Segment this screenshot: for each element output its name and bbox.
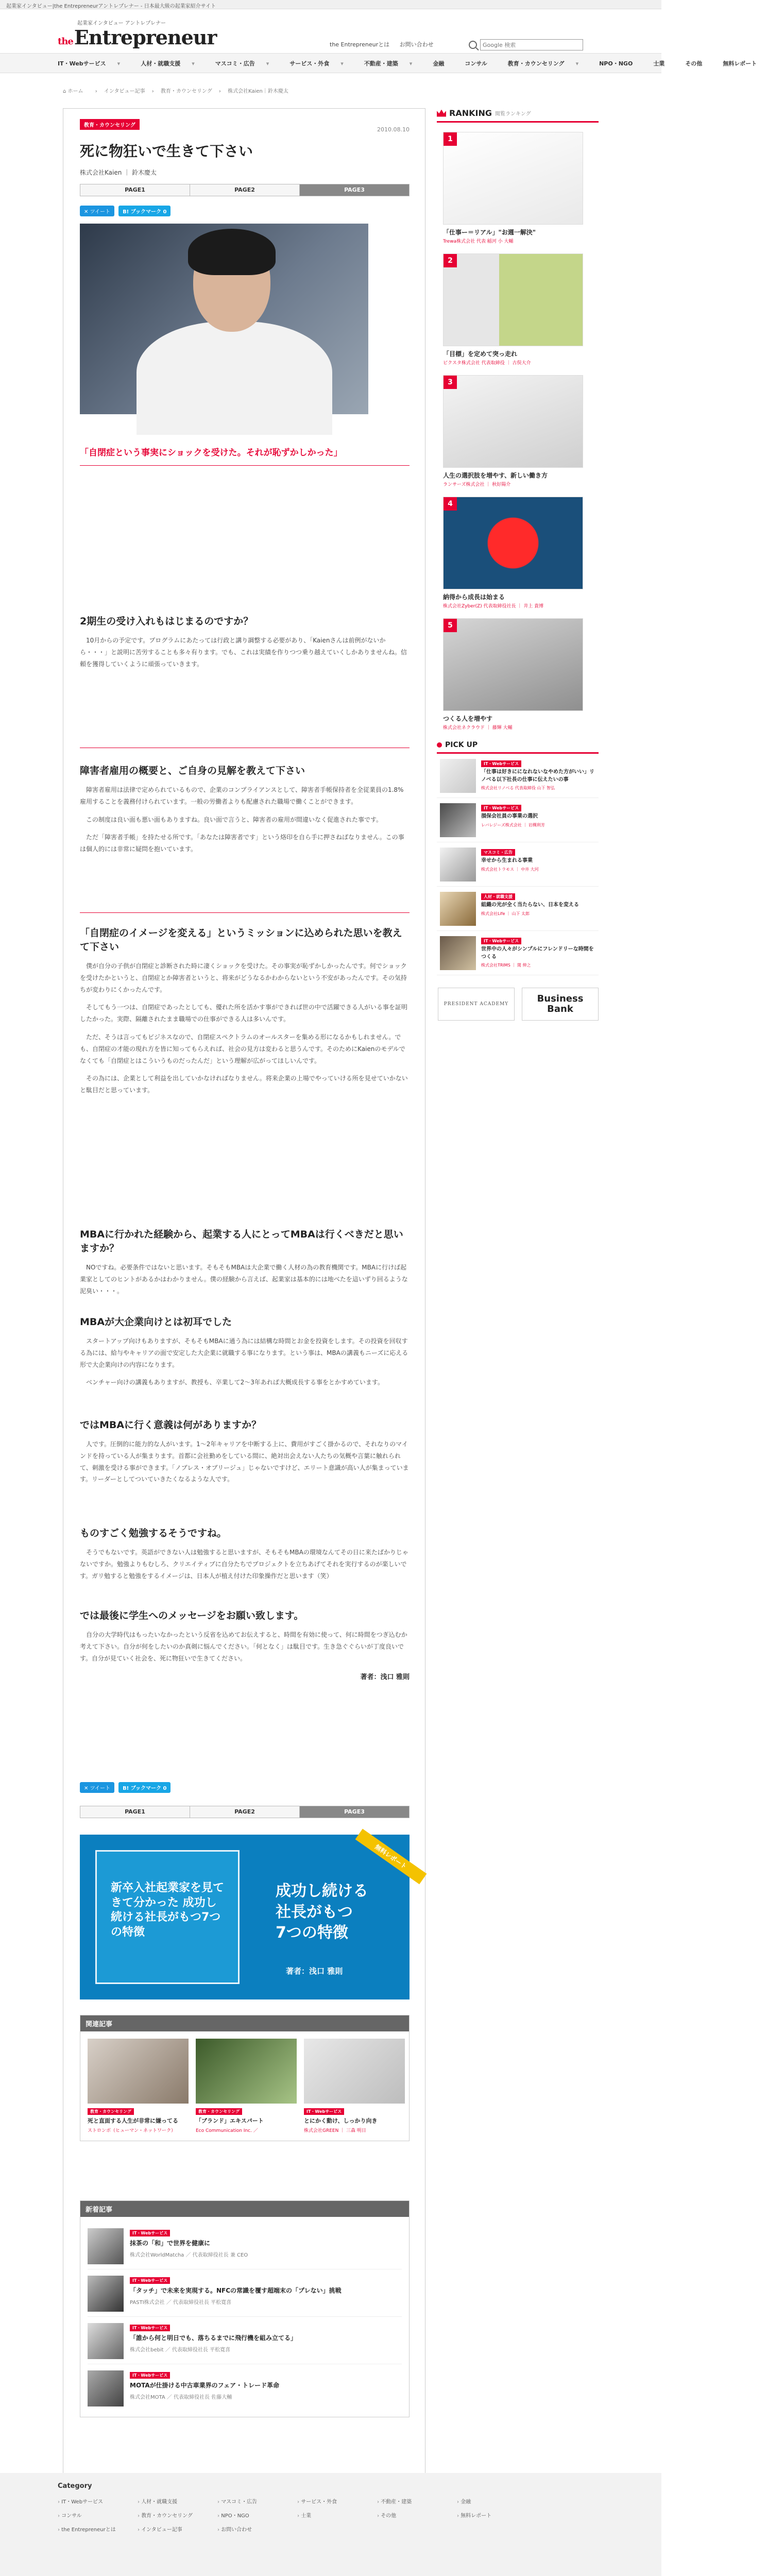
ranking-item[interactable] — [443, 497, 583, 609]
qa-section-4 — [80, 1227, 410, 1303]
president-academy-ad[interactable]: PRESIDENT ACADEMY — [438, 988, 515, 1021]
main-nav — [0, 54, 757, 73]
search-input[interactable] — [480, 39, 583, 50]
sidebar — [437, 108, 599, 1021]
tweet-button[interactable]: ✕ ツイート — [80, 1782, 114, 1793]
answer-paragraph: そうでもないです。英語ができない人は勉強すると思いますが、そもそもMBAの環境なんてその日に来たばかりじゃないですか。勉強よりもむしろ、クリエイティブに自分たちでプロジェクトを立ちあげてそれを実行するのが楽しいです。ガリ勉すると勉強をするイメージは、日本人が植え付けた印象操作だと思います（笑） — [80, 1549, 408, 1580]
footer-category-link[interactable]: › マスコミ・広告 — [217, 2497, 297, 2505]
qa-section-1 — [80, 614, 410, 676]
ranking-item[interactable] — [443, 253, 583, 366]
pickup-company: 株式会社TRIMS ｜ 関 伸之 — [481, 963, 531, 968]
news-item[interactable] — [88, 2269, 402, 2317]
news-thumbnail — [88, 2228, 124, 2264]
ranking-thumbnail — [443, 132, 583, 225]
breadcrumb-sep: › — [95, 89, 97, 94]
news-item[interactable] — [88, 2364, 402, 2412]
sidebar-ads — [438, 988, 599, 1021]
related-tag: 教育・カウンセリング — [88, 2108, 134, 2115]
related-tag: IT・Webサービス — [304, 2108, 344, 2115]
ranking-header — [437, 108, 599, 123]
pager-bottom — [80, 1799, 410, 1818]
question-heading: MBAに行かれた経験から、起業する人にとってMBAは行くべきだと思いますか？ — [80, 1229, 403, 1254]
answer-paragraph: スタートアップ向けもありますが、そもそもMBAに通う為には結構な時間とお金を投資をします。その投資を回収する為には、給与やキャリアの面で安定した大企業に就職する事になります。という事は、MBAの講義もニーズに応える形で大企業向けの内容になります。 — [80, 1337, 408, 1368]
related-tag: 教育・カウンセリング — [196, 2108, 242, 2115]
rank-number: 3 — [444, 376, 457, 389]
footer-category-link[interactable]: › NPO・NGO — [217, 2511, 297, 2519]
pickup-item[interactable] — [437, 754, 599, 798]
pickup-thumbnail — [440, 803, 476, 837]
pickup-thumbnail — [440, 936, 476, 970]
ranking-company: 株式会社Zyber(Z) 代表取締役社長 ｜ 井上 貴博 — [443, 604, 544, 609]
ranking-item[interactable] — [443, 132, 583, 244]
qa-section-2 — [80, 763, 410, 861]
ranking-item[interactable] — [443, 618, 583, 731]
ranking-thumbnail — [443, 375, 583, 468]
pickup-tag: マスコミ・広告 — [481, 849, 515, 856]
related-item[interactable] — [88, 2039, 189, 2133]
nav-item-service[interactable]: サービス・外食 ▾ — [289, 60, 344, 67]
qa-section-8 — [80, 1608, 410, 1681]
related-thumbnail — [88, 2039, 189, 2104]
free-report-ribbon: 無料レポート — [355, 1829, 427, 1885]
news-company: PASTI株式会社 ／ 代表取締役社長 平松寛喜 — [130, 2300, 232, 2306]
share-buttons-top — [80, 206, 410, 216]
nav-item-other[interactable]: その他 — [685, 60, 703, 67]
footer-categories — [0, 2473, 661, 2576]
footer-link[interactable]: › the Entrepreneurとは — [58, 2525, 138, 2533]
pickup-item[interactable] — [437, 798, 599, 842]
report-banner[interactable] — [80, 1835, 410, 1999]
rank-number: 5 — [444, 619, 457, 632]
answer-paragraph: この制度は良い面も悪い面もありますね。良い面で言うと、障害者の雇用が間違いなく促進された事です。 — [80, 816, 383, 823]
site-logo[interactable] — [58, 19, 216, 53]
breadcrumb-sep: › — [151, 89, 154, 94]
ranking-title: 人生の選択肢を増やす、新しい働き方 — [443, 472, 548, 479]
page-2-link[interactable]: PAGE2 — [190, 184, 300, 196]
qa-section-3 — [80, 925, 410, 1103]
pickup-header — [437, 741, 599, 754]
qa-section-7 — [80, 1526, 410, 1588]
nav-item-media[interactable]: マスコミ・広告 ▾ — [215, 60, 269, 67]
related-thumbnail — [304, 2039, 405, 2104]
category-badge[interactable]: 教育・カウンセリング — [80, 119, 140, 130]
answer-paragraph: ただ、そうは言ってもビジネスなので、自閉症スペクトラムのオールスターを集める形になるかもしれません。でも、自閉症の才能の現れ方を皆に知ってもらえれば、社会の見方は変わると思うんです。そのためにKaienのモデルでなくても「自閉症とはこういうものだったんだ」という理解が広がってほしいんです。 — [80, 1033, 405, 1064]
page-2-link[interactable]: PAGE2 — [190, 1806, 300, 1818]
logo-text: theEntrepreneur — [58, 26, 217, 49]
nav-item-jinzai[interactable]: 人材・就職支援 ▾ — [141, 60, 195, 67]
ranking-company: ランサーズ株式会社 ｜ 秋好陽介 — [443, 482, 511, 487]
ranking-title: 「目標」を定めて突っ走れ — [443, 350, 518, 358]
news-thumbnail — [88, 2323, 124, 2359]
ranking-title: 納得から成長は始まる — [443, 594, 505, 601]
news-title: 抹茶の「和」で世界を健康に — [130, 2240, 211, 2247]
pull-quote: 「自閉症という事実にショックを受けた。それが恥ずかしかった」 — [80, 445, 410, 466]
page-1-link[interactable]: PAGE1 — [80, 1806, 190, 1818]
article-header — [80, 119, 410, 466]
answer-paragraph: ベンチャー向けの講義もありますが、教授も、卒業して2～3年あれば大概成長する事をとかすめています。 — [80, 1379, 384, 1386]
news-item[interactable] — [88, 2317, 402, 2364]
ranking-thumbnail — [443, 253, 583, 346]
related-heading: 関連記事 — [80, 2015, 409, 2031]
news-thumbnail — [88, 2276, 124, 2312]
related-title: 「ブランド」エキスパート — [196, 2117, 264, 2124]
footer-category-link[interactable]: › サービス・外食 — [297, 2497, 377, 2505]
answer-paragraph: 障害者雇用は法律で定められているもので、企業のコンプライアンスとして、障害者手帳保持者を全従業員の1.8%雇用することを義務付けられています。一般の労働者よりも配慮された職場で働くことができます。 — [80, 786, 404, 805]
related-title: 死と直面する人生が非常に嫌ってる — [88, 2117, 178, 2124]
nav-item-consul[interactable]: コンサル — [465, 60, 487, 67]
footer-category-link[interactable]: › IT・Webサービス — [58, 2497, 138, 2505]
ranking-company: Trewa株式会社 代表 稲河 小 大輔 — [443, 239, 514, 244]
pickup-tag: 人材・就職支援 — [481, 893, 515, 900]
pickup-company: 株式会社Life ｜ 山下 太郎 — [481, 911, 530, 916]
new-articles — [80, 2200, 410, 2417]
news-company: 株式会社WorldMatcha ／ 代表取締役社長 兼 CEO — [130, 2252, 248, 2258]
pickup-thumbnail — [440, 759, 476, 793]
ranking-subheading: 閲覧ランキング — [495, 111, 531, 117]
pickup-title: 幸せから生まれる事業 — [481, 858, 533, 863]
pickup-company: 株式会社トラモス ｜ 中井 大河 — [481, 867, 539, 872]
pager-top — [80, 184, 410, 196]
news-heading: 新着記事 — [80, 2201, 409, 2217]
article-company: 株式会社Kaien ｜ 鈴木慶太 — [80, 169, 157, 176]
related-title: とにかく動け、しっかり向き — [304, 2117, 378, 2124]
answer-paragraph: 人です。圧倒的に能力的な人がいます。1～2年キャリアを中断する上に、費用がすごく掛かるので、それなりのマインドを持っている人が集まります。首都に会社勤めをしている間に、絶対出会えない人たちの気概や言葉に触れられて、刺激を受ける事ができます。「ノブレス・オブリージュ」じゃないですけど、エリート意識が高い人が集まっています。リーダーとしてついていきたくなるような人です。 — [80, 1440, 409, 1483]
breadcrumb-sep: › — [218, 89, 221, 94]
pickup-tag: IT・Webサービス — [481, 760, 521, 767]
pickup-dot-icon — [437, 742, 442, 748]
breadcrumb-category[interactable]: 教育・カウンセリング — [160, 89, 212, 94]
nav-item-shigyo[interactable]: 士業 — [653, 60, 665, 67]
pickup-company: 株式会社リノベる 代表取締役 山下 智弘 — [481, 786, 555, 790]
question-heading: MBAが大企業向けとは初耳でした — [80, 1316, 232, 1328]
banner-title: 成功し続ける 社長がもつ 7つの特徴 — [276, 1882, 368, 1942]
page-3-link[interactable]: PAGE3 — [300, 1806, 409, 1818]
qa-section-6 — [80, 1417, 410, 1492]
news-tag: IT・Webサービス — [130, 2230, 170, 2236]
nav-item-realestate[interactable]: 不動産・建築 ▾ — [364, 60, 413, 67]
article-author: 著者：浅口 雅則 — [360, 1673, 410, 1682]
rank-number: 2 — [444, 254, 457, 267]
related-item[interactable] — [196, 2039, 297, 2133]
breadcrumb-interviews[interactable]: インタビュー記事 — [104, 89, 145, 94]
related-company: Eco Communication Inc. ／ — [196, 2128, 258, 2133]
news-tag: IT・Webサービス — [130, 2277, 170, 2284]
contact-link[interactable]: お問い合わせ — [399, 41, 434, 48]
pickup-tag: IT・Webサービス — [481, 805, 521, 811]
news-title: MOTAが仕掛ける中古車業界のフェア・トレード革命 — [130, 2382, 280, 2389]
rank-number: 1 — [444, 132, 457, 146]
footer-category-link[interactable]: › その他 — [377, 2511, 457, 2519]
article-title: 死に物狂いで生きて下さい — [80, 143, 253, 160]
pickup-title: 世界中の人々がシンプルにフレンドリーな時間をつくる — [481, 946, 594, 960]
ranking-title: 「仕事ー＝リアル」"お週一解決" — [443, 229, 536, 236]
related-thumbnail — [196, 2039, 297, 2104]
pickup-thumbnail — [440, 892, 476, 926]
banner-author: 著者：浅口 雅則 — [286, 1967, 343, 1976]
page-1-link[interactable]: PAGE1 — [80, 184, 190, 196]
answer-paragraph: その為には、企業として利益を出していかなければなりません。将来企業の上場でやっていける所を見せていかないと駄目だと思っています。 — [80, 1075, 408, 1094]
qa-section-5 — [80, 1314, 410, 1395]
question-heading: 障害者雇用の概要と、ご自身の見解を教えて下さい — [80, 765, 305, 776]
ranking-company: 株式会社ネクラウド ｜ 藤輝 大輔 — [443, 725, 513, 731]
related-item[interactable] — [304, 2039, 405, 2133]
pickup-title: 「仕事は好きにになれないなやめた方がいい」リノベる以下社長の仕事に伝えたいの事 — [481, 769, 594, 783]
breadcrumb — [63, 87, 294, 94]
pickup-heading: PICK UP — [445, 741, 478, 749]
footer-category-link[interactable]: › 無料レポート — [457, 2511, 537, 2519]
news-item[interactable] — [88, 2222, 402, 2269]
pickup-tag: IT・Webサービス — [481, 938, 521, 944]
share-buttons-bottom — [80, 1773, 410, 1793]
pickup-thumbnail — [440, 848, 476, 882]
answer-paragraph: 自分の大学時代はもったいなかったという反省を込めてお伝えすると、時間を有効に使って、何に時間をつぎ込むか考えて下さい。自分が何をしたいのか真剣に悩んでください。「何となく」は駄目です。生き急ぐぐらいが丁度良いです。自分が見ていく社会を、死に物狂いで生きてください。 — [80, 1631, 407, 1662]
rank-number: 4 — [444, 497, 457, 511]
footer-category-link[interactable]: › 士業 — [297, 2511, 377, 2519]
ranking-company: ピクスタ株式会社 代表取締役 ｜ 古俣大介 — [443, 361, 531, 366]
footer-category-link[interactable]: › 教育・カウンセリング — [138, 2511, 217, 2519]
about-link[interactable]: the Entrepreneurとは — [330, 41, 390, 48]
ranking-thumbnail — [443, 618, 583, 711]
section-divider — [80, 912, 410, 913]
ranking-thumbnail — [443, 497, 583, 589]
answer-paragraph: NOですね。必要条件ではないと思います。そもそもMBAは大企業で働く人材の為の教育機関です。MBAに行けば起業家としてのヒントがあるかはわかりません。僕の経験から言えば、起業家は基本的には地べたを這いずり回るような泥臭い・・・。 — [80, 1264, 408, 1295]
article-date: 2010.08.10 — [377, 126, 410, 133]
top-strip-text: 起業家インタビュー|the Entrepreneurアントレプレナー - 日本最大級の起業家紹介サイト — [6, 4, 216, 9]
answer-paragraph: そしてもう一つは、自閉症であったとしても、優れた所を活かす事ができれば世の中で活躍できる人がいる事を証明したかった。実際、隔離されたまま職場での仕事ができる人は多いんです。 — [80, 1004, 407, 1023]
question-heading: では最後に学生へのメッセージをお願い致します。 — [80, 1610, 304, 1621]
footer-category-link[interactable]: › 金融 — [457, 2497, 537, 2505]
logo-tagline: 起業家インタビュー アントレプレナー — [77, 21, 166, 26]
header — [0, 9, 661, 54]
question-heading: ものすごく勉強するそうですね。 — [80, 1528, 227, 1539]
footer-category-link[interactable]: › 人材・就職支援 — [138, 2497, 217, 2505]
pickup-item[interactable] — [437, 842, 599, 887]
page-3-link[interactable]: PAGE3 — [300, 184, 409, 196]
news-title: 「タッチ」で未来を実現する。NFCの常識を覆す超端末の「プレない」挑戦 — [130, 2287, 342, 2294]
nav-item-report[interactable]: 無料レポート — [723, 60, 757, 67]
question-heading: 2期生の受け入れもはじまるのですか？ — [80, 616, 253, 627]
footer-link[interactable]: › お問い合わせ — [217, 2525, 297, 2533]
news-tag: IT・Webサービス — [130, 2372, 170, 2379]
pickup-title: 損保会社員の事業の選択 — [481, 814, 538, 819]
news-company: 株式会社bebit ／ 代表取締役社長 平松寛喜 — [130, 2347, 231, 2353]
ranking-heading: RANKING — [449, 108, 492, 118]
top-strip — [0, 0, 661, 9]
news-tag: IT・Webサービス — [130, 2325, 170, 2331]
question-heading: 「自閉症のイメージを変える」というミッションに込められた思いを教えて下さい — [80, 927, 402, 953]
breadcrumb-current: 株式会社Kaien｜鈴木慶太 — [228, 89, 288, 94]
footer-link[interactable]: › インタビュー記事 — [138, 2525, 217, 2533]
news-company: 株式会社MOTA ／ 代表取締役社長 佐藤大輔 — [130, 2395, 232, 2400]
news-title: 「誰から何と明日でも、落ちるまでに飛行機を組み立てる」 — [130, 2334, 297, 2342]
bookmark-button[interactable]: B! ブックマーク 0 — [118, 1782, 171, 1793]
article-main — [63, 108, 425, 2478]
pickup-company: レバレジーズ株式会社 ｜ 岩槻利芳 — [481, 822, 545, 827]
business-bank-ad[interactable]: Business Bank — [522, 988, 599, 1021]
tweet-button[interactable]: ✕ ツイート — [80, 206, 114, 216]
interviewee-photo — [80, 224, 368, 414]
footer-category-link[interactable]: › 不動産・建築 — [377, 2497, 457, 2505]
crown-icon — [437, 110, 446, 117]
answer-paragraph: ただ「障害者手帳」を持たせる所です。「あなたは障害者です」という烙印を自ら手に押さねばなりません。この事は個人的には非常に疑問を抱いています。 — [80, 834, 404, 853]
nav-item-npo[interactable]: NPO・NGO — [599, 60, 633, 67]
related-company: ストロンボ（ヒューマン・ネットワーク） — [88, 2128, 176, 2133]
nav-item-finance[interactable]: 金融 — [433, 60, 445, 67]
search-icon[interactable] — [469, 41, 477, 49]
bookmark-button[interactable]: B! ブックマーク 0 — [118, 206, 171, 216]
news-thumbnail — [88, 2370, 124, 2406]
related-articles — [80, 2015, 410, 2141]
nav-item-education[interactable]: 教育・カウンセリング ▾ — [507, 60, 579, 67]
pickup-item[interactable] — [437, 931, 599, 975]
answer-paragraph: 10月からの予定です。プログラムにあたっては行政と講り調整する必要があり、「Kaienさんは前例がないから・・・」と説明に苦労することも多々有ります。でも、これは実績を作りつつ乗り越えていくしかありませんね。信頼を獲得していくように頑張っていきます。 — [80, 637, 407, 668]
pickup-item[interactable] — [437, 887, 599, 931]
footer-category-link[interactable]: › コンサル — [58, 2511, 138, 2519]
ranking-title: つくる人を増やす — [443, 715, 493, 722]
pickup-title: 組織の光が全く当たらない、日本を変える — [481, 902, 579, 908]
book-cover-title: 新卒入社起業家を見てきて分かった 成功し続ける社長がもつ7つの特徴 — [111, 1882, 225, 1939]
question-heading: ではMBAに行く意義は何がありますか？ — [80, 1419, 262, 1431]
ranking-item[interactable] — [443, 375, 583, 487]
search-box — [469, 39, 583, 50]
answer-paragraph: 僕が自分の子供が自閉症と診断された時に凄くショックを受けた。その事実が恥ずかしかったんです。何でショックを受けたかというと、自閉症とか障害者というと、将来がどうなるかわからないという不安があったんです。その気持ちが変わりにくかったんです。 — [80, 962, 407, 993]
breadcrumb-home[interactable]: ⌂ ホーム — [63, 89, 83, 94]
nav-item-it[interactable]: IT・Webサービス ▾ — [58, 60, 121, 67]
related-company: 株式会社GREEN ｜ 三森 明日 — [304, 2128, 366, 2133]
footer-category-heading: Category — [58, 2482, 92, 2490]
header-links — [330, 40, 442, 48]
